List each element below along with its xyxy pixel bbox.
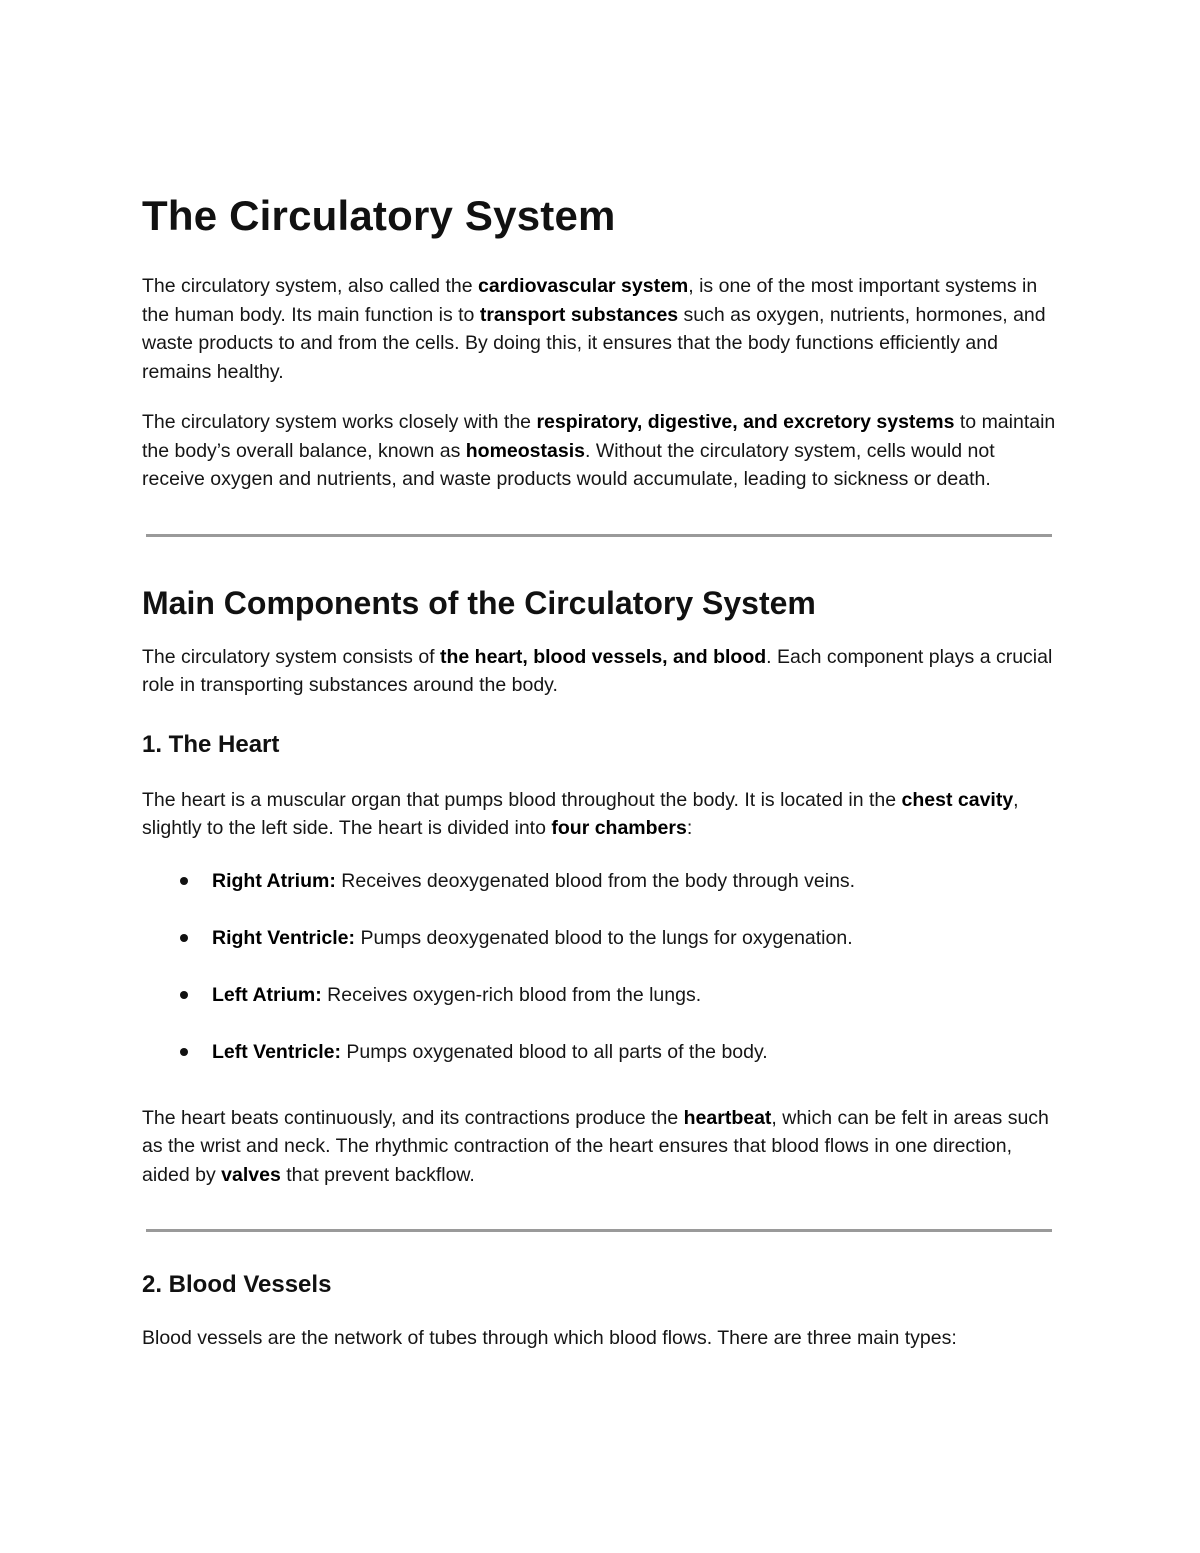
text: : bbox=[686, 817, 693, 839]
chamber-description: Pumps deoxygenated blood to the lungs for oxygenation. bbox=[355, 926, 853, 949]
text: The circulatory system consists of bbox=[142, 645, 441, 668]
horizontal-divider bbox=[146, 1229, 1052, 1232]
text: The circulatory system works closely with the bbox=[142, 411, 537, 433]
components-paragraph bbox=[142, 643, 1062, 700]
bullet-icon bbox=[180, 877, 188, 885]
bold-term: respiratory, digestive, and excretory systems bbox=[536, 411, 955, 433]
list-item bbox=[142, 981, 1062, 1009]
bullet-icon bbox=[180, 991, 188, 999]
bullet-icon bbox=[180, 934, 188, 942]
chamber-description: Pumps oxygenated blood to all parts of the body. bbox=[340, 1040, 768, 1063]
document-content bbox=[142, 190, 1062, 1353]
chamber-description: Receives deoxygenated blood from the body through veins. bbox=[335, 869, 856, 892]
text: that prevent backflow. bbox=[280, 1163, 475, 1186]
text: . Without the circulatory system, cells would not receive oxygen and nutrients, and waste products would accumulate, leading to sickness or death. bbox=[142, 439, 995, 490]
text: The heart beats continuously, and its contractions produce the bbox=[142, 1106, 684, 1129]
blood-vessels-paragraph: Blood vessels are the network of tubes through which blood flows. There are three main types: bbox=[142, 1327, 957, 1349]
heart-chambers-list bbox=[142, 867, 1062, 1066]
bold-term: the heart, blood vessels, and blood bbox=[440, 645, 767, 668]
text: , is one of the most important systems in the human body. Its main function is to bbox=[142, 275, 1038, 326]
chamber-label: Left Atrium: bbox=[212, 983, 322, 1006]
text: to maintain the body’s overall balance, known as bbox=[142, 411, 1056, 462]
bold-term: transport substances bbox=[479, 303, 679, 326]
list-item bbox=[142, 924, 1062, 952]
bold-term: heartbeat bbox=[683, 1106, 772, 1129]
bold-term: four chambers bbox=[551, 817, 687, 839]
intro-paragraph-1 bbox=[142, 272, 1062, 386]
subsection-heading-heart: 1. The Heart bbox=[142, 730, 280, 758]
page-title: The Circulatory System bbox=[142, 192, 616, 239]
intro-paragraph-2 bbox=[142, 408, 1062, 494]
chamber-description: Receives oxygen-rich blood from the lungs. bbox=[321, 983, 702, 1006]
bold-term: cardiovascular system bbox=[477, 275, 689, 297]
text: . Each component plays a crucial role in transporting substances around the body. bbox=[142, 645, 1053, 696]
text: , slightly to the left side. The heart is divided into bbox=[142, 788, 1019, 839]
text: , which can be felt in areas such as the wrist and neck. The rhythmic contraction of the heart ensures that blood flows in one direction, aided by bbox=[142, 1106, 1049, 1186]
heart-paragraph-1 bbox=[142, 786, 1062, 843]
subsection-heading-blood-vessels: 2. Blood Vessels bbox=[142, 1271, 332, 1298]
chamber-label: Right Ventricle: bbox=[212, 926, 356, 949]
text: such as oxygen, nutrients, hormones, and waste products to and from the cells. By doing this, it ensures that the body functions efficiently and remains healthy. bbox=[142, 303, 1046, 383]
bold-term: homeostasis bbox=[465, 439, 585, 462]
text: The heart is a muscular organ that pumps blood throughout the body. It is located in the bbox=[142, 788, 902, 811]
list-item bbox=[142, 867, 1062, 895]
heart-paragraph-2 bbox=[142, 1104, 1062, 1190]
chamber-label: Right Atrium: bbox=[212, 869, 336, 892]
bold-term: chest cavity bbox=[901, 788, 1014, 811]
section-heading-components: Main Components of the Circulatory System bbox=[142, 584, 816, 621]
bullet-icon bbox=[180, 1048, 188, 1056]
list-item bbox=[142, 1038, 1062, 1066]
horizontal-divider bbox=[146, 534, 1052, 537]
bold-term: valves bbox=[221, 1163, 281, 1186]
text: The circulatory system, also called the bbox=[142, 275, 478, 297]
chamber-label: Left Ventricle: bbox=[212, 1040, 341, 1063]
